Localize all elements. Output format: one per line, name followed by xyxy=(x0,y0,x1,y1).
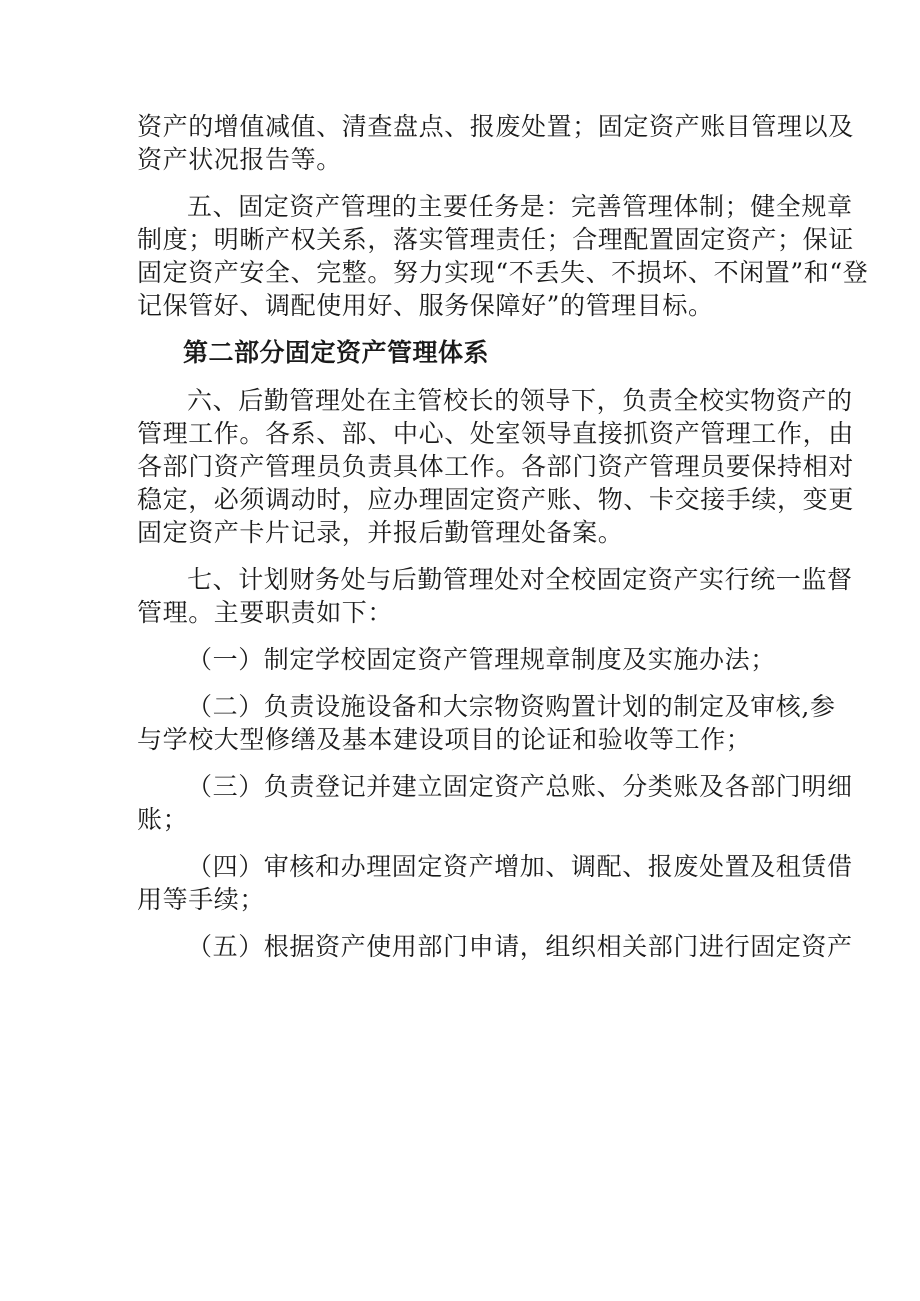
list-item-1 xyxy=(137,643,797,676)
list-item-3 xyxy=(137,770,853,836)
text-line: 制度；明晰产权关系，落实管理责任；合理配置固定资产；保证 xyxy=(137,225,854,254)
text-line: 固定资产卡片记录，并报后勤管理处备案。 xyxy=(137,518,624,547)
text-line: 用等手续； xyxy=(137,885,266,914)
text-line: 固定资产安全、完整。努力实现“不丢失、不损坏、不闲置”和“登 xyxy=(137,258,869,287)
text-line: （五）根据资产使用部门申请，组织相关部门进行固定资产 xyxy=(187,932,853,961)
text-line: 管理工作。各系、部、中心、处室领导直接抓资产管理工作，由 xyxy=(137,419,854,448)
list-item-4 xyxy=(137,850,853,916)
text-line: 资产的增值减值、清查盘点、报废处置；固定资产账目管理以及 xyxy=(137,112,854,141)
text-line: 各部门资产管理员负责具体工作。各部门资产管理员要保持相对 xyxy=(137,452,854,481)
text-line: 七、计划财务处与后勤管理处对全校固定资产实行统一监督 xyxy=(187,565,853,594)
text-line: 与学校大型修缮及基本建设项目的论证和验收等工作； xyxy=(137,725,752,754)
text-line: （三）负责登记并建立固定资产总账、分类账及各部门明细 xyxy=(187,772,853,801)
paragraph-continuation xyxy=(137,110,854,176)
list-item-2 xyxy=(137,690,836,756)
paragraph-item-5 xyxy=(137,190,869,322)
list-item-5 xyxy=(137,930,853,963)
text-line: 账； xyxy=(137,805,189,834)
paragraph-item-6 xyxy=(137,384,854,549)
section-heading: 第二部分固定资产管理体系 xyxy=(183,338,490,367)
text-line: （二）负责设施设备和大宗物资购置计划的制定及审核,参 xyxy=(187,692,836,721)
paragraph-item-7 xyxy=(137,563,853,629)
text-line: （四）审核和办理固定资产增加、调配、报废处置及租赁借 xyxy=(187,852,853,881)
text-line: 管理。主要职责如下： xyxy=(137,598,394,627)
text-line: 六、后勤管理处在主管校长的领导下，负责全校实物资产的 xyxy=(187,386,853,415)
text-line: 五、固定资产管理的主要任务是：完善管理体制；健全规章 xyxy=(187,192,853,221)
text-line: 资产状况报告等。 xyxy=(137,145,342,174)
document-page xyxy=(137,110,869,963)
text-line: 稳定，必须调动时，应办理固定资产账、物、卡交接手续，变更 xyxy=(137,485,854,514)
text-line: 记保管好、调配使用好、服务保障好”的管理目标。 xyxy=(137,291,714,320)
text-line: （一）制定学校固定资产管理规章制度及实施办法； xyxy=(187,645,776,674)
